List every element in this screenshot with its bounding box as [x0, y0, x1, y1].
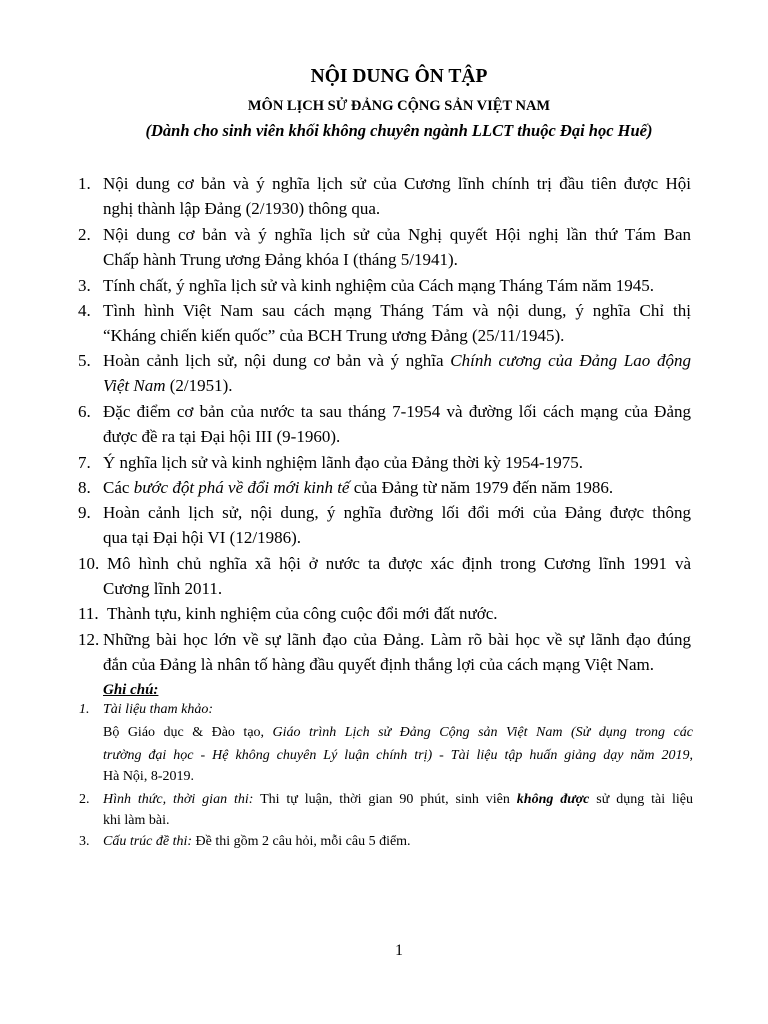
text-segment: “Kháng chiến kiến quốc” của BCH Trung ương Đảng (25/11/1945).: [103, 326, 565, 345]
question-line: [103, 376, 233, 396]
text-segment: Cương lĩnh 2011.: [103, 579, 223, 598]
question-line: [103, 250, 458, 270]
text-segment: Hoàn cảnh lịch sử, nội dung cơ bản và ý nghĩa: [103, 351, 451, 370]
text-segment: Tình hình Việt Nam sau cách mạng Tháng Tám và nội dung, ý nghĩa Chỉ thị: [103, 301, 691, 320]
note-line: [103, 768, 194, 786]
text-segment: Tính chất, ý nghĩa lịch sử và kinh nghiệm của Cách mạng Tháng Tám năm 1945.: [103, 276, 655, 295]
text-segment: Tài liệu tham khảo:: [103, 702, 214, 717]
text-segment: (2/1951).: [165, 376, 233, 395]
question-line: [103, 174, 691, 194]
note-line: [103, 791, 693, 809]
question-line: [103, 579, 222, 599]
question-number: 6.: [78, 402, 91, 421]
question-line: [103, 199, 380, 219]
question-number: 3.: [78, 276, 91, 295]
question-number: 9.: [78, 503, 91, 522]
text-segment: được đề ra tại Đại hội III (9-1960).: [103, 427, 341, 446]
text-segment: Cấu trúc đề thi:: [103, 834, 193, 849]
question-line: [107, 554, 691, 574]
text-segment: Các: [103, 478, 134, 497]
page-number: 1: [395, 942, 403, 959]
text-segment: đắn của Đảng là nhân tố hàng đầu quyết định thắng lợi của cách mạng Việt Nam.: [103, 655, 655, 674]
text-segment: Chấp hành Trung ương Đảng khóa I (tháng 5/1941).: [103, 250, 458, 269]
text-segment: nghị thành lập Đảng (2/1930) thông qua.: [103, 199, 381, 218]
text-segment: Nội dung cơ bản và ý nghĩa lịch sử của Nghị quyết Hội nghị lần thứ Tám Ban: [103, 225, 691, 244]
question-number: 4.: [78, 301, 91, 320]
question-line: [103, 427, 340, 447]
question-number: 12.: [78, 630, 100, 649]
text-segment: không được: [516, 792, 590, 807]
question-number: 5.: [78, 351, 91, 370]
text-segment: Đề thi gồm 2 câu hỏi, mỗi câu 5 điểm.: [192, 834, 411, 849]
question-line: [103, 478, 613, 498]
notes-heading: Ghi chú:: [103, 682, 159, 698]
text-segment: ,: [689, 748, 693, 763]
question-line: [107, 604, 498, 624]
question-line: [103, 301, 691, 321]
text-segment: Chính cương của Đảng Lao động: [450, 351, 691, 370]
text-segment: sử dụng tài liệu: [589, 792, 694, 807]
note-number: 1.: [79, 702, 90, 717]
text-segment: Thành tựu, kinh nghiệm của công cuộc đổi mới đất nước.: [107, 604, 498, 623]
question-number: 2.: [78, 225, 91, 244]
question-line: [103, 655, 654, 675]
note-number: 3.: [79, 834, 90, 849]
text-segment: Hình thức, thời gian thi:: [103, 792, 254, 807]
text-segment: bước đột phá về đổi mới kinh tế: [133, 478, 350, 497]
text-segment: Mô hình chủ nghĩa xã hội ở nước ta được xác định trong Cương lĩnh 1991 và: [107, 554, 691, 573]
page-title: NỘI DUNG ÔN TẬP: [310, 66, 488, 87]
question-line: [103, 402, 691, 422]
text-segment: Thi tự luận, thời gian 90 phút, sinh viên: [253, 792, 517, 807]
text-segment: Bộ Giáo dục & Đào tạo,: [103, 725, 273, 740]
question-number: 1.: [78, 174, 91, 193]
text-segment: Nội dung cơ bản và ý nghĩa lịch sử của Cương lĩnh chính trị đầu tiên được Hội: [103, 174, 691, 193]
note-line: [103, 812, 170, 830]
text-segment: qua tại Đại hội VI (12/1986).: [103, 528, 301, 547]
note-line: [103, 747, 693, 765]
question-number: 11.: [78, 604, 99, 623]
note-line: [103, 724, 693, 742]
text-segment: của Đảng từ năm 1979 đến năm 1986.: [349, 478, 614, 497]
question-number: 7.: [78, 453, 91, 472]
question-line: [103, 503, 691, 523]
question-line: [103, 225, 691, 245]
text-segment: Hoàn cảnh lịch sử, nội dung, ý nghĩa đường lối đổi mới của Đảng được thông: [103, 503, 691, 522]
text-segment: Những bài học lớn về sự lãnh đạo của Đảng. Làm rõ bài học về sự lãnh đạo đúng: [103, 630, 691, 649]
question-number: 10.: [78, 554, 100, 573]
text-segment: Đặc điểm cơ bản của nước ta sau tháng 7-1954 và đường lối cách mạng của Đảng: [103, 402, 691, 421]
question-line: [103, 276, 654, 296]
note-number: 2.: [79, 792, 90, 807]
question-line: [103, 528, 301, 548]
text-segment: Giáo trình Lịch sử Đảng Cộng sản Việt Nam (Sử dụng trong các: [272, 725, 693, 740]
note-line: [103, 701, 213, 719]
text-segment: Việt Nam: [103, 376, 166, 395]
note-line: [103, 833, 411, 851]
text-segment: Hà Nội, 8-2019.: [103, 769, 194, 784]
question-line: [103, 351, 691, 371]
text-segment: khi làm bài.: [103, 813, 170, 828]
question-line: [103, 326, 564, 346]
question-number: 8.: [78, 478, 91, 497]
question-line: [103, 453, 583, 473]
course-subtitle: MÔN LỊCH SỬ ĐẢNG CỘNG SẢN VIỆT NAM: [247, 98, 551, 114]
text-segment: Ý nghĩa lịch sử và kinh nghiệm lãnh đạo của Đảng thời kỳ 1954-1975.: [103, 453, 583, 472]
question-line: [103, 630, 691, 650]
text-segment: trường đại học - Hệ không chuyên Lý luận chính trị) - Tài liệu tập huấn giảng dạy năm 2019: [103, 748, 690, 763]
audience-note: (Dành cho sinh viên khối không chuyên ngành LLCT thuộc Đại học Huế): [145, 121, 653, 140]
